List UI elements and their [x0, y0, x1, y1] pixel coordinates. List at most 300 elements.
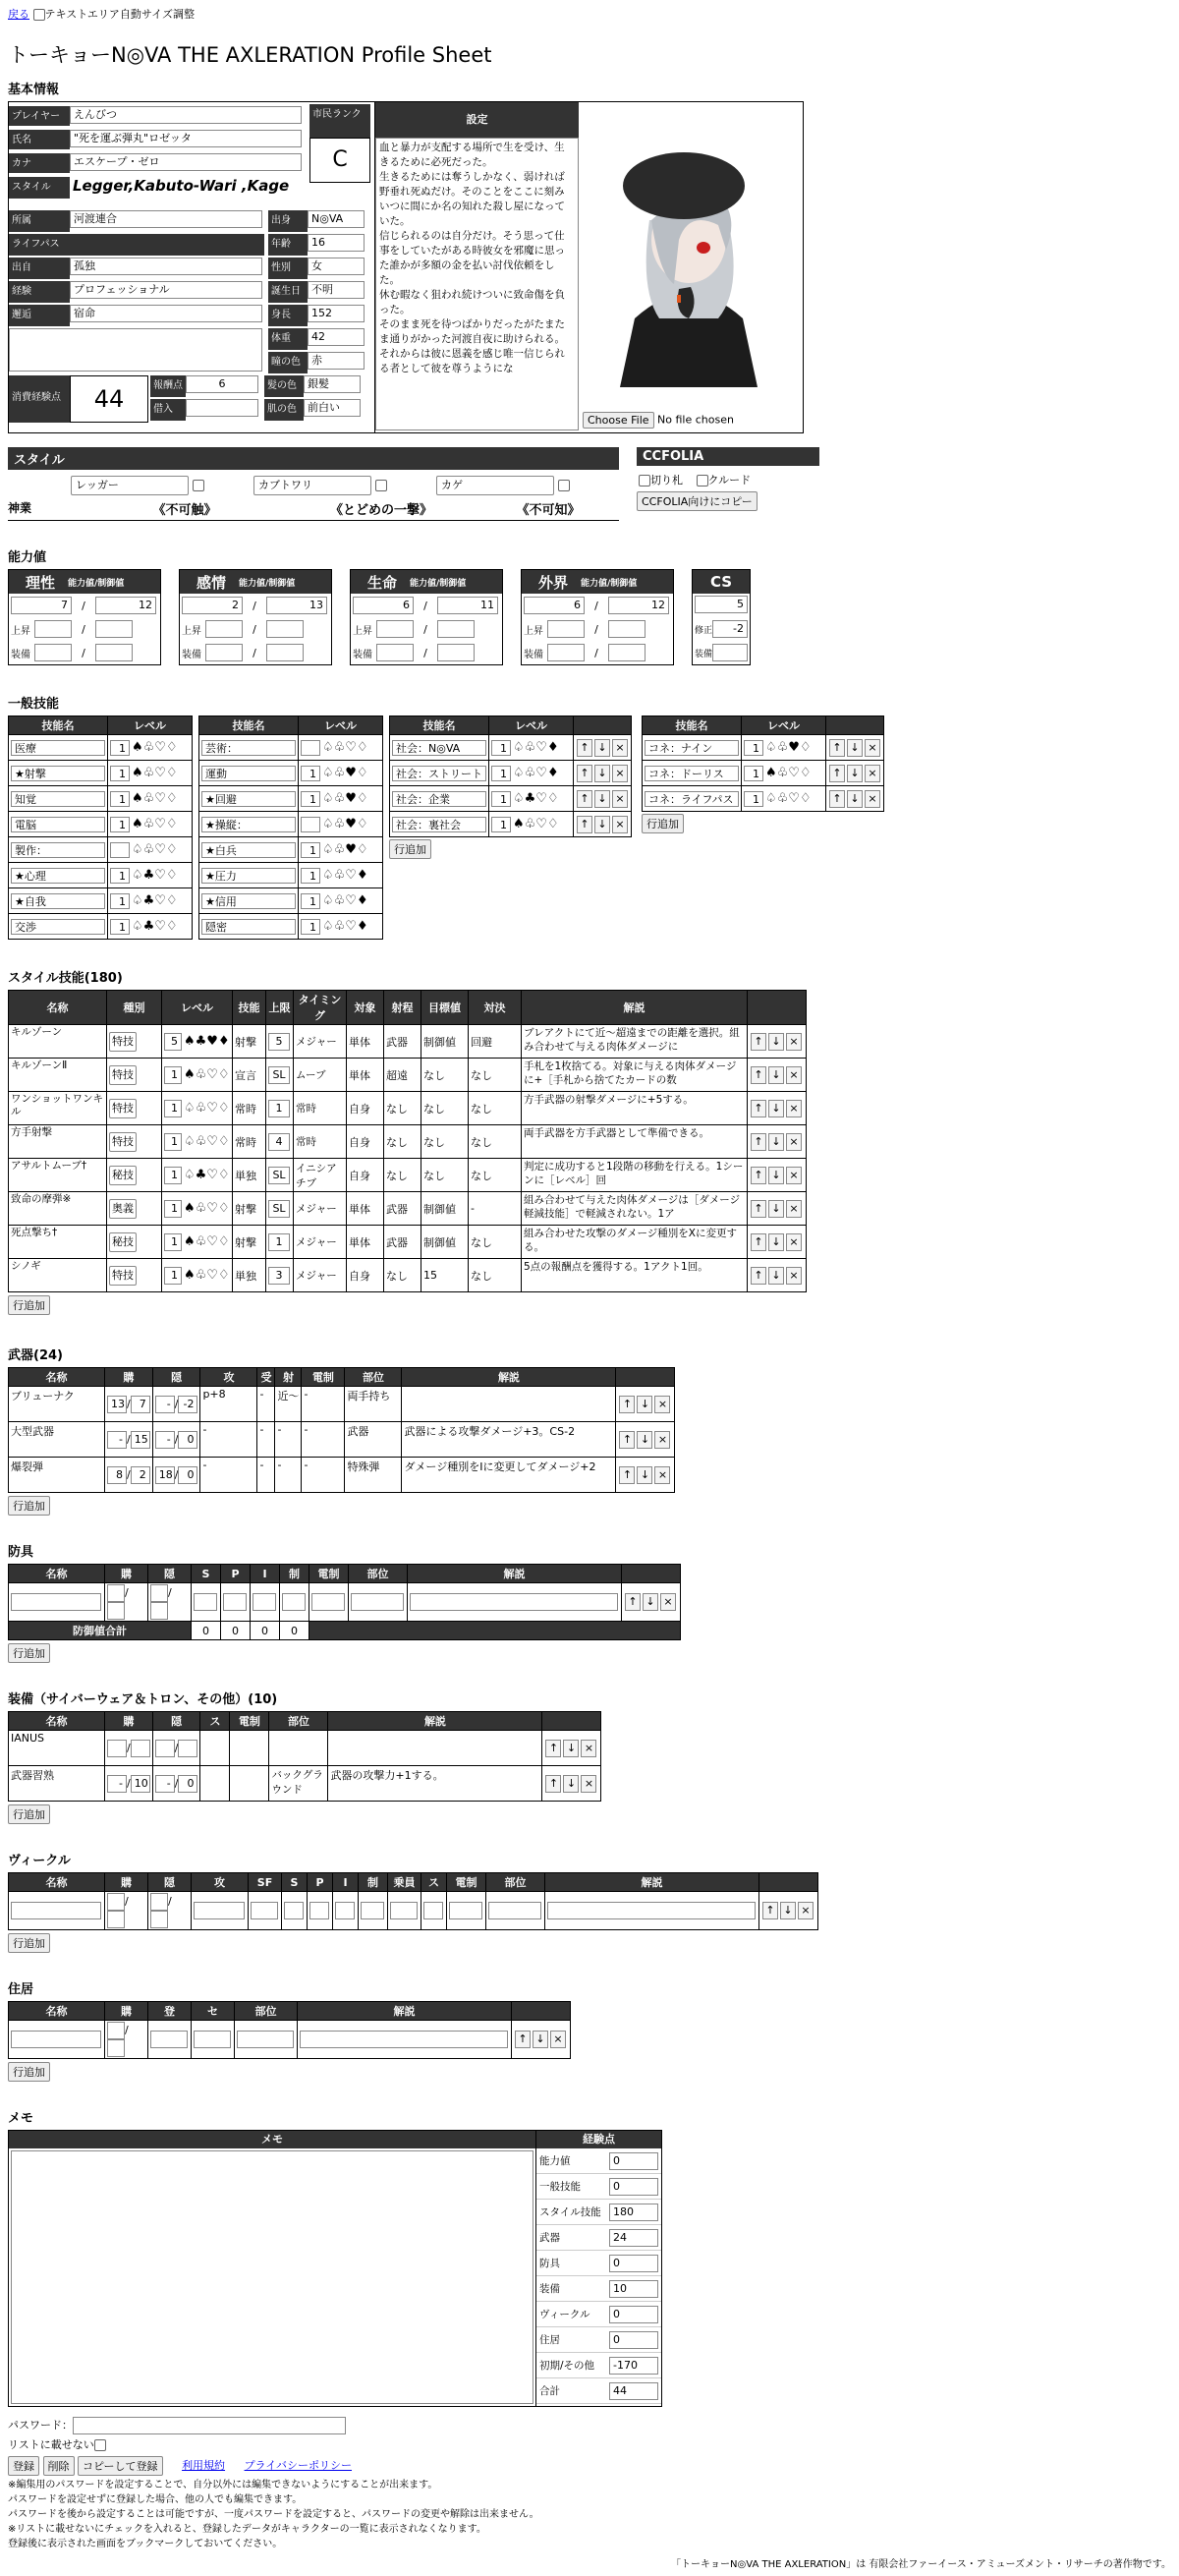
style-skill-target[interactable]: 単体 — [349, 1202, 370, 1216]
skill-delete-button[interactable]: × — [612, 816, 628, 833]
skill-delete-button[interactable]: × — [612, 765, 628, 782]
vehicle-input[interactable] — [107, 1893, 125, 1911]
weapon-atk[interactable]: p+8 — [202, 1388, 226, 1401]
privacy-link[interactable]: プライバシーポリシー — [244, 2459, 353, 2472]
style-skill-vs[interactable]: - — [471, 1202, 475, 1215]
weight-input[interactable]: 42 — [308, 328, 365, 346]
style-skill-goal[interactable]: 制御値 — [423, 1035, 456, 1049]
style-skill-skill[interactable]: 単独 — [235, 1269, 256, 1283]
skill-level-input[interactable]: 1 — [110, 766, 130, 781]
origin-input[interactable]: N◎VA — [308, 210, 365, 228]
style-skill-skill[interactable]: 単独 — [235, 1169, 256, 1182]
exp-row-value[interactable]: -170 — [609, 2357, 658, 2375]
style-select-3[interactable]: カゲ — [436, 476, 554, 495]
style-skill-timing[interactable]: ムーブ — [296, 1069, 326, 1081]
armor-input[interactable] — [150, 1584, 168, 1602]
armor-input[interactable] — [410, 1593, 618, 1611]
skill-level-input[interactable] — [110, 842, 130, 858]
skill-level-input[interactable]: 1 — [110, 919, 130, 935]
style-skill-kind-select[interactable]: 奥義 — [109, 1199, 137, 1219]
weapon-hide1[interactable]: - — [155, 1396, 175, 1413]
style-skill-down-button[interactable]: ↓ — [768, 1133, 784, 1151]
skill-suit-marks[interactable]: ♤♧♡♦ — [513, 765, 559, 780]
vehicle-add-row[interactable]: 行追加 — [8, 1933, 50, 1953]
skill-suit-marks[interactable]: ♤♧♡♦ — [513, 739, 559, 755]
weapon-rcv[interactable]: - — [259, 1459, 264, 1471]
skill-name-input[interactable]: ★自我 — [11, 893, 105, 909]
style-skill-range[interactable]: 超遠 — [386, 1068, 408, 1082]
style-skill-timing[interactable]: メジャー — [296, 1203, 337, 1215]
housing-input[interactable] — [194, 2031, 231, 2048]
vehicle-input[interactable] — [449, 1902, 482, 1919]
skill-name-input[interactable]: コネ：ドーリス — [645, 766, 739, 781]
housing-delete-button[interactable]: × — [550, 2031, 566, 2048]
control-mod-input[interactable] — [437, 644, 475, 661]
weapon-buy1[interactable]: 13 — [107, 1396, 127, 1413]
armor-input[interactable] — [351, 1593, 404, 1611]
skill-name-input[interactable]: 社会：裏社会 — [392, 817, 486, 832]
skill-level-input[interactable]: 1 — [491, 817, 511, 832]
style-skill-max[interactable]: 5 — [268, 1033, 290, 1051]
style-skill-kind-select[interactable]: 特技 — [109, 1132, 137, 1152]
style-skill-name[interactable]: シノギ — [11, 1260, 41, 1272]
general-skills-add-row[interactable]: 行追加 — [389, 839, 431, 859]
style-skill-kind-select[interactable]: 秘技 — [109, 1232, 137, 1252]
ability-mod-input[interactable] — [34, 620, 72, 638]
style-skill-max[interactable]: SL — [268, 1167, 290, 1184]
style-skill-down-button[interactable]: ↓ — [768, 1233, 784, 1251]
style-skill-up-button[interactable]: ↑ — [751, 1267, 766, 1285]
ability-mod-input[interactable] — [34, 644, 72, 661]
skill-suit-marks[interactable]: ♤♧♥♢ — [322, 765, 368, 780]
weapon-name[interactable]: ブリューナク — [11, 1390, 75, 1402]
control-mod-input[interactable] — [608, 620, 646, 638]
style-skill-delete-button[interactable]: × — [786, 1133, 802, 1151]
style-skill-level-input[interactable]: 1 — [164, 1133, 182, 1151]
style-skill-level-input[interactable]: 5 — [164, 1033, 182, 1051]
player-input[interactable]: えんびつ — [70, 106, 302, 124]
skill-level-input[interactable]: 1 — [110, 817, 130, 832]
weapon-hide1[interactable]: - — [155, 1431, 175, 1449]
vehicle-input[interactable] — [361, 1902, 384, 1919]
style-skill-goal[interactable]: 制御値 — [423, 1235, 456, 1249]
weapon-ctl[interactable]: - — [304, 1388, 309, 1401]
style-skill-delete-button[interactable]: × — [786, 1066, 802, 1084]
style-skill-vs[interactable]: なし — [471, 1169, 492, 1182]
style-skill-goal[interactable]: なし — [423, 1102, 445, 1116]
weapon-buy2[interactable]: 15 — [131, 1431, 150, 1449]
weapon-buy2[interactable]: 7 — [131, 1396, 150, 1413]
style-skill-range[interactable]: なし — [386, 1135, 408, 1149]
style-skill-range[interactable]: なし — [386, 1169, 408, 1182]
vehicle-input[interactable] — [335, 1902, 355, 1919]
equipment-up-button[interactable]: ↑ — [545, 1740, 561, 1757]
skill-name-input[interactable]: 電脳 — [11, 817, 105, 832]
skill-name-input[interactable]: ★操縦： — [201, 817, 296, 832]
affil-input[interactable]: 河渡連合 — [70, 210, 262, 228]
equipment-hide1[interactable]: - — [155, 1775, 175, 1793]
style-skill-level-input[interactable]: 1 — [164, 1233, 182, 1251]
skill-up-button[interactable]: ↑ — [577, 765, 592, 782]
skill-suit-marks[interactable]: ♤♧♡♢ — [765, 790, 812, 806]
skill-level-input[interactable]: 1 — [491, 740, 511, 756]
style-skill-max[interactable]: 1 — [268, 1233, 290, 1251]
hair-input[interactable]: 銀髪 — [304, 375, 361, 393]
equipment-delete-button[interactable]: × — [581, 1740, 596, 1757]
style-skill-delete-button[interactable]: × — [786, 1233, 802, 1251]
exp-row-value[interactable]: 0 — [609, 2152, 658, 2170]
control-mod-input[interactable] — [437, 620, 475, 638]
vehicle-delete-button[interactable]: × — [798, 1902, 814, 1919]
style-skill-up-button[interactable]: ↑ — [751, 1066, 766, 1084]
style-skill-target[interactable]: 自身 — [349, 1102, 370, 1116]
style-skill-desc[interactable]: 両手武器を方手武器として準備できる。 — [524, 1127, 709, 1139]
skill-delete-button[interactable]: × — [865, 765, 880, 782]
skill-up-button[interactable]: ↑ — [829, 739, 845, 757]
weapon-delete-button[interactable]: × — [654, 1431, 670, 1449]
skin-input[interactable]: 前白い — [304, 399, 361, 417]
style-skill-timing[interactable]: メジャー — [296, 1236, 337, 1248]
weapon-part[interactable]: 両手持ち — [347, 1390, 391, 1402]
style-skill-level-input[interactable]: 1 — [164, 1200, 182, 1218]
style-skill-suits[interactable]: ♠♧♡♢ — [184, 1066, 230, 1082]
style-checkbox-2[interactable] — [375, 480, 387, 491]
housing-up-button[interactable]: ↑ — [515, 2031, 531, 2048]
skill-level-input[interactable]: 1 — [110, 868, 130, 884]
armor-input[interactable] — [194, 1593, 217, 1611]
equipment-name[interactable]: IANUS — [11, 1732, 45, 1745]
skill-level-input[interactable]: 1 — [744, 766, 763, 781]
ability-value[interactable]: 6 — [524, 597, 585, 614]
style-skill-range[interactable]: なし — [386, 1269, 408, 1283]
style-skill-timing[interactable]: イニシアチブ — [296, 1162, 337, 1189]
style-skill-skill[interactable]: 射撃 — [235, 1035, 256, 1049]
style-skill-goal[interactable]: なし — [423, 1135, 445, 1149]
weapon-atk[interactable]: - — [202, 1459, 207, 1471]
kien-input[interactable]: 宿命 — [70, 305, 262, 322]
style-skill-desc[interactable]: 方手武器の射撃ダメージに+5する。 — [524, 1094, 694, 1106]
exp-row-value[interactable]: 44 — [609, 2382, 658, 2400]
housing-down-button[interactable]: ↓ — [533, 2031, 548, 2048]
ccfolia-opt1-checkbox[interactable] — [639, 475, 650, 487]
style-skill-level-input[interactable]: 1 — [164, 1066, 182, 1084]
skill-suit-marks[interactable]: ♤♧♥♢ — [765, 739, 812, 755]
weapon-part[interactable]: 武器 — [347, 1425, 369, 1438]
general-skills-add-row[interactable]: 行追加 — [642, 814, 684, 833]
skill-up-button[interactable]: ↑ — [577, 739, 592, 757]
style-skill-delete-button[interactable]: × — [786, 1033, 802, 1051]
style-skill-kind-select[interactable]: 特技 — [109, 1266, 137, 1286]
style-skill-target[interactable]: 単体 — [349, 1235, 370, 1249]
skill-up-button[interactable]: ↑ — [577, 816, 592, 833]
weapon-name[interactable]: 大型武器 — [11, 1425, 54, 1438]
style-skill-skill[interactable]: 射撃 — [235, 1235, 256, 1249]
equipment-desc[interactable]: 武器の攻撃力+1する。 — [330, 1769, 444, 1782]
style-skill-suits[interactable]: ♠♧♡♢ — [184, 1233, 230, 1249]
citizen-rank[interactable]: C — [309, 138, 370, 183]
vehicle-input[interactable] — [284, 1902, 304, 1919]
style-skill-vs[interactable]: なし — [471, 1269, 492, 1283]
weapon-rcv[interactable]: - — [259, 1388, 264, 1401]
weapon-delete-button[interactable]: × — [654, 1466, 670, 1484]
vehicle-down-button[interactable]: ↓ — [780, 1902, 796, 1919]
weapon-buy1[interactable]: - — [107, 1431, 127, 1449]
style-skill-desc[interactable]: 組み合わせた攻撃のダメージ種別をXに変更する。 — [524, 1228, 737, 1253]
weapon-part[interactable]: 特殊弾 — [347, 1460, 380, 1473]
name-input[interactable]: "死を運ぶ弾丸"ロゼッタ — [70, 130, 302, 147]
style-skill-target[interactable]: 自身 — [349, 1269, 370, 1283]
style-checkbox-1[interactable] — [193, 480, 204, 491]
armor-input[interactable] — [223, 1593, 247, 1611]
style-skill-delete-button[interactable]: × — [786, 1167, 802, 1184]
housing-input[interactable] — [150, 2031, 188, 2048]
skill-name-input[interactable]: ★圧力 — [201, 868, 296, 884]
cs-mod-value[interactable]: -2 — [712, 620, 748, 638]
weapon-hide2[interactable]: 0 — [178, 1431, 197, 1449]
skill-level-input[interactable]: 1 — [110, 740, 130, 756]
skill-suit-marks[interactable]: ♠♧♡♢ — [132, 790, 178, 806]
style-skill-down-button[interactable]: ↓ — [768, 1267, 784, 1285]
exp-row-value[interactable]: 0 — [609, 2178, 658, 2196]
control-value[interactable]: 11 — [437, 597, 498, 614]
skill-delete-button[interactable]: × — [865, 739, 880, 757]
ccfolia-copy-button[interactable]: CCFOLIA向けにコピー — [637, 491, 758, 511]
style-skill-suits[interactable]: ♤♧♡♢ — [184, 1100, 230, 1116]
style-skill-suits[interactable]: ♠♧♡♢ — [184, 1267, 230, 1283]
ability-value[interactable]: 2 — [182, 597, 243, 614]
skill-name-input[interactable]: ★心理 — [11, 868, 105, 884]
skill-level-input[interactable]: 1 — [110, 791, 130, 807]
skill-name-input[interactable]: 知覚 — [11, 791, 105, 807]
password-input[interactable] — [73, 2417, 346, 2434]
debt-input[interactable] — [186, 399, 258, 417]
delete-button[interactable]: 削除 — [43, 2456, 75, 2476]
style-skill-vs[interactable]: 回避 — [471, 1035, 492, 1049]
exp-row-value[interactable]: 0 — [609, 2331, 658, 2349]
ability-mod-input[interactable] — [205, 644, 243, 661]
bday-input[interactable]: 不明 — [308, 281, 365, 299]
weapon-hide1[interactable]: 18 — [155, 1466, 175, 1484]
skill-level-input[interactable]: 1 — [491, 766, 511, 781]
style-skill-timing[interactable]: メジャー — [296, 1036, 337, 1048]
skill-name-input[interactable]: 製作： — [11, 842, 105, 858]
style-skill-name[interactable]: ワンショットワンキル — [11, 1093, 104, 1117]
control-mod-input[interactable] — [95, 620, 133, 638]
weapon-name[interactable]: 爆裂弾 — [11, 1460, 43, 1473]
weapon-down-button[interactable]: ↓ — [637, 1431, 652, 1449]
skill-down-button[interactable]: ↓ — [594, 765, 610, 782]
ability-mod-input[interactable] — [547, 644, 585, 661]
age-input[interactable]: 16 — [308, 234, 365, 252]
style-skill-timing[interactable]: メジャー — [296, 1270, 337, 1282]
skill-suit-marks[interactable]: ♤♧♡♦ — [322, 867, 368, 883]
style-skill-range[interactable]: 武器 — [386, 1235, 408, 1249]
skill-down-button[interactable]: ↓ — [594, 816, 610, 833]
style-skill-desc[interactable]: 5点の報酬点を獲得する。1アクト1回。 — [524, 1261, 708, 1273]
armor-input[interactable] — [107, 1584, 125, 1602]
style-skill-timing[interactable]: 常時 — [296, 1103, 316, 1115]
style-skill-range[interactable]: なし — [386, 1102, 408, 1116]
weapon-rng[interactable]: - — [277, 1459, 282, 1471]
ability-value[interactable]: 6 — [353, 597, 414, 614]
armor-input[interactable] — [282, 1593, 306, 1611]
choose-file-button[interactable]: Choose File — [583, 412, 654, 429]
skill-delete-button[interactable]: × — [612, 790, 628, 808]
equipment-hide2[interactable] — [178, 1740, 197, 1757]
style-skill-name[interactable]: キルゾーン — [11, 1026, 63, 1038]
style-skill-skill[interactable]: 常時 — [235, 1102, 256, 1116]
skill-level-input[interactable]: 1 — [744, 791, 763, 807]
ability-mod-input[interactable] — [205, 620, 243, 638]
style-skill-goal[interactable]: 制御値 — [423, 1202, 456, 1216]
equipment-up-button[interactable]: ↑ — [545, 1775, 561, 1793]
skill-level-input[interactable] — [301, 817, 320, 832]
ccfolia-opt2-checkbox[interactable] — [697, 475, 708, 487]
ability-mod-input[interactable] — [547, 620, 585, 638]
equipment-name[interactable]: 武器習熟 — [11, 1769, 54, 1782]
skill-name-input[interactable]: ★白兵 — [201, 842, 296, 858]
skill-down-button[interactable]: ↓ — [847, 739, 863, 757]
skill-name-input[interactable]: 運動 — [201, 766, 296, 781]
exp-row-value[interactable]: 180 — [609, 2204, 658, 2221]
style-skill-desc[interactable]: 組み合わせて与えた肉体ダメージは［ダメージ軽減技能］で軽減されない。1ア — [524, 1194, 741, 1220]
armor-delete-button[interactable]: × — [660, 1593, 676, 1611]
weapon-ctl[interactable]: - — [304, 1459, 309, 1471]
weapon-rng[interactable]: 近〜 — [277, 1390, 300, 1402]
style-skill-target[interactable]: 単体 — [349, 1068, 370, 1082]
reward-input[interactable]: 6 — [186, 375, 258, 393]
style-skill-max[interactable]: SL — [268, 1066, 290, 1084]
skill-up-button[interactable]: ↑ — [577, 790, 592, 808]
back-link[interactable]: 戻る — [8, 8, 29, 21]
skill-suit-marks[interactable]: ♠♧♡♢ — [132, 816, 178, 831]
skill-suit-marks[interactable]: ♠♧♡♢ — [513, 816, 559, 831]
birth-input[interactable]: 孤独 — [70, 258, 262, 275]
ability-mod-input[interactable] — [376, 620, 414, 638]
weapon-hide2[interactable]: -2 — [178, 1396, 197, 1413]
armor-down-button[interactable]: ↓ — [643, 1593, 658, 1611]
ability-mod-input[interactable] — [376, 644, 414, 661]
weapon-buy2[interactable]: 2 — [131, 1466, 150, 1484]
skill-name-input[interactable]: コネ：ライフパス — [645, 791, 739, 807]
style-skill-desc[interactable]: 手札を1枚捨てる。対象に与える肉体ダメージに+［手札から捨てたカードの数 — [524, 1060, 737, 1086]
skill-level-input[interactable]: 1 — [301, 919, 320, 935]
exp-row-value[interactable]: 10 — [609, 2280, 658, 2298]
style-skill-kind-select[interactable]: 秘技 — [109, 1166, 137, 1185]
style-skill-skill[interactable]: 常時 — [235, 1135, 256, 1149]
control-mod-input[interactable] — [266, 644, 304, 661]
vehicle-input[interactable] — [11, 1902, 101, 1919]
vehicle-input[interactable] — [488, 1902, 541, 1919]
skill-suit-marks[interactable]: ♠♧♡♢ — [132, 765, 178, 780]
skill-name-input[interactable]: 医療 — [11, 740, 105, 756]
vehicle-input[interactable] — [194, 1902, 245, 1919]
style-skill-desc[interactable]: 判定に成功すると1段階の移動を行える。1シーンに［レベル］回 — [524, 1161, 744, 1186]
style-skill-skill[interactable]: 宣言 — [235, 1068, 256, 1082]
skill-suit-marks[interactable]: ♤♧♥♢ — [322, 841, 368, 857]
style-skill-suits[interactable]: ♠♣♥♦ — [184, 1033, 230, 1049]
skill-suit-marks[interactable]: ♤♣♡♢ — [132, 918, 178, 934]
equipment-buy1[interactable] — [107, 1740, 127, 1757]
weapon-delete-button[interactable]: × — [654, 1396, 670, 1413]
style-skill-suits[interactable]: ♤♣♡♢ — [184, 1167, 230, 1182]
housing-input[interactable] — [237, 2031, 294, 2048]
style-skill-max[interactable]: 3 — [268, 1267, 290, 1285]
skill-level-input[interactable]: 1 — [744, 740, 763, 756]
vehicle-input[interactable] — [150, 1911, 168, 1928]
style-skill-max[interactable]: 1 — [268, 1100, 290, 1117]
weapon-up-button[interactable]: ↑ — [619, 1396, 635, 1413]
exp-row-value[interactable]: 0 — [609, 2306, 658, 2323]
skill-suit-marks[interactable]: ♤♧♡♦ — [322, 892, 368, 908]
cs-value[interactable]: 5 — [695, 596, 748, 613]
skill-suit-marks[interactable]: ♤♣♡♢ — [132, 867, 178, 883]
skill-delete-button[interactable]: × — [865, 790, 880, 808]
skill-up-button[interactable]: ↑ — [829, 790, 845, 808]
armor-input[interactable] — [107, 1602, 125, 1620]
armor-add-row[interactable]: 行追加 — [8, 1643, 50, 1663]
style-skill-down-button[interactable]: ↓ — [768, 1033, 784, 1051]
style-skill-down-button[interactable]: ↓ — [768, 1100, 784, 1117]
exp-row-value[interactable]: 0 — [609, 2255, 658, 2272]
skill-suit-marks[interactable]: ♠♧♡♢ — [765, 765, 812, 780]
style-skill-range[interactable]: 武器 — [386, 1035, 408, 1049]
weapon-atk[interactable]: - — [202, 1423, 207, 1436]
kana-input[interactable]: エスケープ・ゼロ — [70, 153, 302, 171]
equipment-hide1[interactable] — [155, 1740, 175, 1757]
skill-up-button[interactable]: ↑ — [829, 765, 845, 782]
style-skill-up-button[interactable]: ↑ — [751, 1133, 766, 1151]
skill-down-button[interactable]: ↓ — [594, 790, 610, 808]
kien-extra-input[interactable] — [9, 328, 262, 372]
eye-input[interactable]: 赤 — [308, 352, 365, 370]
equipment-add-row[interactable]: 行追加 — [8, 1804, 50, 1824]
control-mod-input[interactable] — [608, 644, 646, 661]
style-skill-up-button[interactable]: ↑ — [751, 1033, 766, 1051]
vehicle-input[interactable] — [150, 1893, 168, 1911]
weapon-rng[interactable]: - — [277, 1423, 282, 1436]
weapon-down-button[interactable]: ↓ — [637, 1466, 652, 1484]
vehicle-input[interactable] — [390, 1902, 418, 1919]
skill-delete-button[interactable]: × — [612, 739, 628, 757]
style-skill-up-button[interactable]: ↑ — [751, 1167, 766, 1184]
style-skill-down-button[interactable]: ↓ — [768, 1200, 784, 1218]
style-skill-up-button[interactable]: ↑ — [751, 1200, 766, 1218]
weapon-up-button[interactable]: ↑ — [619, 1431, 635, 1449]
vehicle-input[interactable] — [251, 1902, 278, 1919]
skill-suit-marks[interactable]: ♤♧♥♢ — [322, 790, 368, 806]
skill-name-input[interactable]: 芸術： — [201, 740, 296, 756]
housing-input[interactable] — [107, 2022, 125, 2039]
weapon-hide2[interactable]: 0 — [178, 1466, 197, 1484]
style-skill-timing[interactable]: 常時 — [296, 1136, 316, 1148]
style-skill-kind-select[interactable]: 特技 — [109, 1032, 137, 1052]
style-skill-target[interactable]: 自身 — [349, 1169, 370, 1182]
style-skill-max[interactable]: SL — [268, 1200, 290, 1218]
housing-input[interactable] — [107, 2039, 125, 2057]
style-skill-target[interactable]: 自身 — [349, 1135, 370, 1149]
armor-input[interactable] — [150, 1602, 168, 1620]
style-skill-kind-select[interactable]: 特技 — [109, 1099, 137, 1118]
skill-name-input[interactable]: 交渉 — [11, 919, 105, 935]
skill-name-input[interactable]: コネ：ナイン — [645, 740, 739, 756]
sex-input[interactable]: 女 — [308, 258, 365, 275]
control-mod-input[interactable] — [95, 644, 133, 661]
style-skill-down-button[interactable]: ↓ — [768, 1167, 784, 1184]
skill-suit-marks[interactable]: ♤♧♡♢ — [132, 841, 178, 857]
style-skill-vs[interactable]: なし — [471, 1135, 492, 1149]
terms-link[interactable]: 利用規約 — [182, 2459, 226, 2472]
